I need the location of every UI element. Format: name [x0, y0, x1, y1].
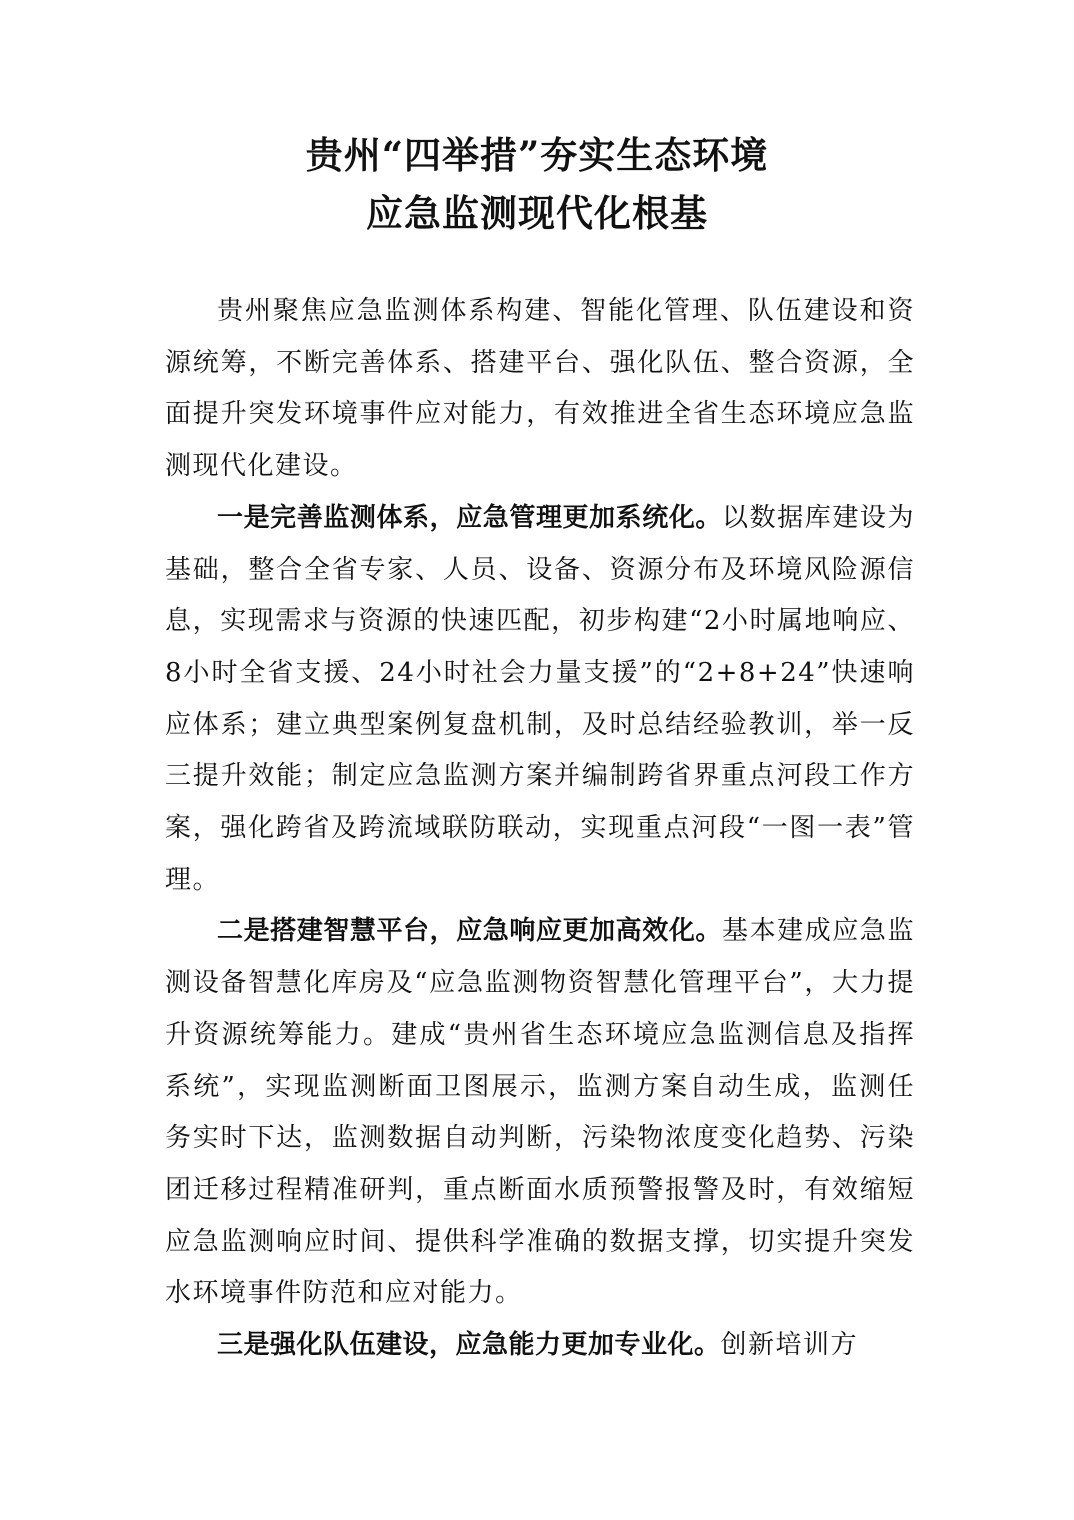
paragraph-lead: 一是完善监测体系，应急管理更加系统化。 [217, 502, 722, 533]
document-title [0, 126, 1074, 242]
paragraph-text: 以数据库建设为基础，整合全省专家、人员、设备、资源分布及环境风险源信息，实现需求与资源的快速匹配，初步构建“2小时属地响应、8小时全省支援、24小时社会力量支援”的“2+8+24”快速响应体系；建立典型案例复盘机制，及时总结经验教训，举一反三提升效能；制定应急监测方案并编制跨省界重点河段工作方案，强化跨省及跨流域联防联动，实现重点河段“一图一表”管理。 [165, 502, 915, 895]
paragraph-lead: 三是强化队伍建设，应急能力更加专业化。 [217, 1330, 721, 1361]
paragraph-text: 贵州聚焦应急监测体系构建、智能化管理、队伍建设和资源统筹，不断完善体系、搭建平台、强化队伍、整合资源，全面提升突发环境事件应对能力，有效推进全省生态环境应急监测现代化建设。 [165, 296, 915, 482]
paragraph-measure-1 [165, 493, 915, 907]
paragraph-text: 基本建成应急监测设备智慧化库房及“应急监测物资智慧化管理平台”，大力提升资源统筹能力。建成“贵州省生态环境应急监测信息及指挥系统”，实现监测断面卫图展示，监测方案自动生成，监测任务实时下达，监测数据自动判断，污染物浓度变化趋势、污染团迁移过程精准研判，重点断面水质预警报警及时，有效缩短应急监测响应时间、提供科学准确的数据支撑，切实提升突发水环境事件防范和应对能力。 [165, 916, 915, 1309]
title-line-1: 贵州“四举措”夯实生态环境 [305, 133, 769, 177]
paragraph-lead: 二是搭建智慧平台，应急响应更加高效化。 [217, 916, 722, 947]
paragraph-measure-2 [165, 906, 915, 1320]
paragraph-intro [165, 286, 915, 493]
title-line-2: 应急监测现代化根基 [366, 191, 708, 235]
paragraph-measure-3 [165, 1320, 915, 1372]
paragraph-text: 创新培训方 [720, 1330, 859, 1361]
document-body [165, 286, 915, 1372]
